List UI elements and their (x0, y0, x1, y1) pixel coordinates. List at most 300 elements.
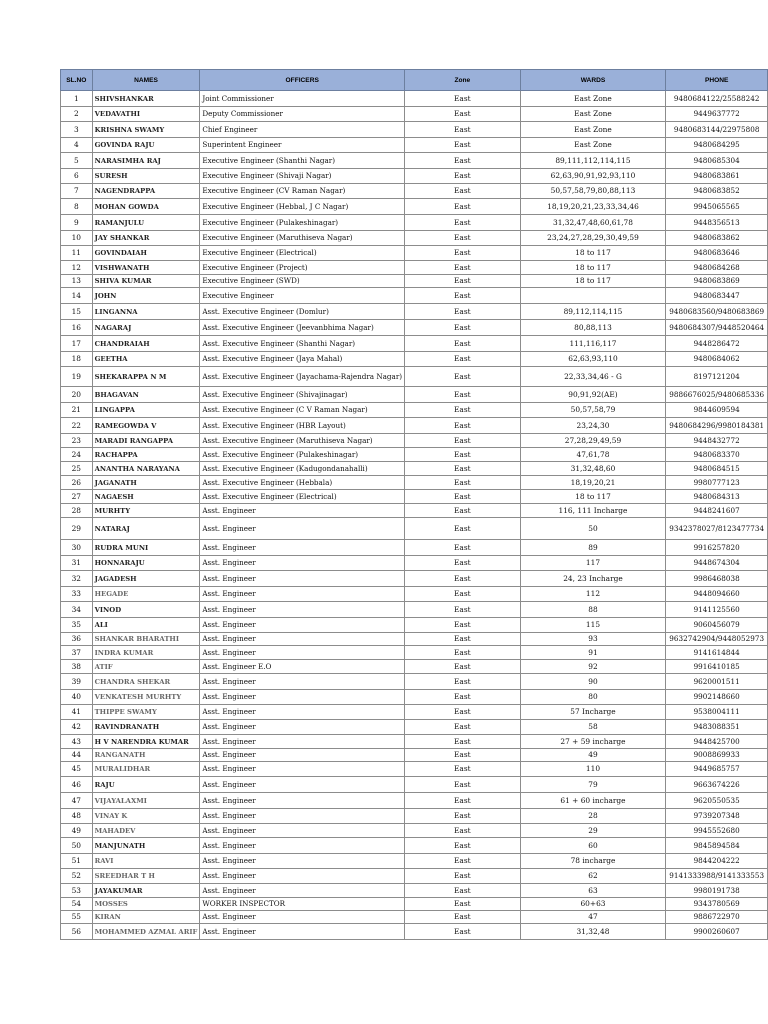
header-sl-no: SL.NO (61, 70, 93, 91)
sl-no-cell: 32 (61, 571, 93, 587)
wards-cell: 49 (520, 749, 666, 762)
name-cell: HONNARAJU (92, 556, 200, 571)
table-row (61, 518, 768, 540)
officer-cell: Executive Engineer (Shivaji Nagar) (200, 169, 405, 184)
officer-cell: Asst. Engineer (200, 884, 405, 898)
phone-cell: 9844609594 (666, 403, 768, 418)
phone-cell: 9845894584 (666, 838, 768, 854)
officer-cell: Executive Engineer (Maruthiseva Nagar) (200, 231, 405, 246)
name-cell: INDRA KUMAR (92, 646, 200, 660)
sl-no-cell: 24 (61, 448, 93, 462)
phone-cell: 9916410185 (666, 660, 768, 674)
sl-no-cell: 10 (61, 231, 93, 246)
wards-cell: East Zone (520, 122, 666, 138)
zone-cell: East (405, 336, 521, 352)
name-cell: MURALIDHAR (92, 762, 200, 777)
officer-cell: Chief Engineer (200, 122, 405, 138)
table-row (61, 246, 768, 261)
sl-no-cell: 26 (61, 476, 93, 490)
table-row (61, 705, 768, 720)
name-cell: KIRAN (92, 911, 200, 924)
phone-cell: 9480684307/9448520464 (666, 320, 768, 336)
wards-cell: 90,91,92(AE) (520, 387, 666, 403)
phone-cell: 9900260607 (666, 924, 768, 940)
sl-no-cell: 37 (61, 646, 93, 660)
officer-cell: Asst. Engineer (200, 838, 405, 854)
header-officers: OFFICERS (200, 70, 405, 91)
zone-cell: East (405, 184, 521, 199)
zone-cell: East (405, 153, 521, 169)
wards-cell: 27,28,29,49,59 (520, 434, 666, 448)
zone-cell: East (405, 231, 521, 246)
phone-cell: 9480684295 (666, 138, 768, 153)
zone-cell: East (405, 777, 521, 793)
phone-cell: 9916257820 (666, 540, 768, 556)
officer-cell: Asst. Engineer (200, 854, 405, 869)
table-row (61, 215, 768, 231)
sl-no-cell: 5 (61, 153, 93, 169)
officer-cell: Asst. Executive Engineer (Domlur) (200, 304, 405, 320)
wards-cell: 88 (520, 602, 666, 618)
wards-cell: 62 (520, 869, 666, 884)
table-row (61, 674, 768, 690)
wards-cell: 61 + 60 incharge (520, 793, 666, 809)
zone-cell: East (405, 261, 521, 275)
wards-cell: East Zone (520, 91, 666, 107)
table-row (61, 690, 768, 705)
phone-cell: 9480683869 (666, 275, 768, 288)
zone-cell: East (405, 633, 521, 646)
officer-cell: Asst. Executive Engineer (Jayachama-Rajendra Nagar) (200, 367, 405, 387)
name-cell: ALI (92, 618, 200, 633)
zone-cell: East (405, 809, 521, 824)
wards-cell: 78 incharge (520, 854, 666, 869)
table-row (61, 169, 768, 184)
officer-cell: Asst. Executive Engineer (Maruthiseva Nagar) (200, 434, 405, 448)
wards-cell: 47 (520, 911, 666, 924)
officer-cell: Executive Engineer (Shanthi Nagar) (200, 153, 405, 169)
table-body (61, 91, 768, 940)
wards-cell: 18 to 117 (520, 275, 666, 288)
name-cell: SHIVA KUMAR (92, 275, 200, 288)
officer-cell: Asst. Engineer (200, 690, 405, 705)
zone-cell: East (405, 490, 521, 504)
name-cell: VIJAYALAXMI (92, 793, 200, 809)
phone-cell: 9620550535 (666, 793, 768, 809)
name-cell: GOVINDA RAJU (92, 138, 200, 153)
table-row (61, 122, 768, 138)
name-cell: RAMANJULU (92, 215, 200, 231)
sl-no-cell: 12 (61, 261, 93, 275)
zone-cell: East (405, 898, 521, 911)
phone-cell: 9480685304 (666, 153, 768, 169)
zone-cell: East (405, 387, 521, 403)
table-row (61, 540, 768, 556)
name-cell: ATIF (92, 660, 200, 674)
sl-no-cell: 47 (61, 793, 93, 809)
sl-no-cell: 1 (61, 91, 93, 107)
name-cell: GEETHA (92, 352, 200, 367)
name-cell: ANANTHA NARAYANA (92, 462, 200, 476)
zone-cell: East (405, 571, 521, 587)
wards-cell (520, 288, 666, 304)
phone-cell: 9480683370 (666, 448, 768, 462)
sl-no-cell: 40 (61, 690, 93, 705)
officer-cell: Asst. Executive Engineer (C V Raman Nagar) (200, 403, 405, 418)
zone-cell: East (405, 824, 521, 838)
table-row (61, 587, 768, 602)
name-cell: NAGARAJ (92, 320, 200, 336)
zone-cell: East (405, 246, 521, 261)
phone-cell: 9480683560/9480683869 (666, 304, 768, 320)
officer-cell: Asst. Engineer (200, 556, 405, 571)
table-row (61, 138, 768, 153)
wards-cell: 60 (520, 838, 666, 854)
wards-cell: 91 (520, 646, 666, 660)
table-row (61, 448, 768, 462)
officer-cell: Asst. Engineer (200, 749, 405, 762)
sl-no-cell: 39 (61, 674, 93, 690)
sl-no-cell: 21 (61, 403, 93, 418)
table-row (61, 199, 768, 215)
phone-cell: 9480683144/22975808 (666, 122, 768, 138)
officer-cell: Asst. Engineer (200, 735, 405, 749)
officers-table (60, 69, 768, 940)
wards-cell: 24, 23 Incharge (520, 571, 666, 587)
zone-cell: East (405, 215, 521, 231)
name-cell: MURHTY (92, 504, 200, 518)
name-cell: MANJUNATH (92, 838, 200, 854)
sl-no-cell: 11 (61, 246, 93, 261)
phone-cell: 9448356513 (666, 215, 768, 231)
officer-cell: Asst. Engineer (200, 504, 405, 518)
wards-cell: 62,63,93,110 (520, 352, 666, 367)
sl-no-cell: 52 (61, 869, 93, 884)
zone-cell: East (405, 169, 521, 184)
table-header (61, 70, 768, 91)
sl-no-cell: 23 (61, 434, 93, 448)
wards-cell: 50,57,58,79 (520, 403, 666, 418)
sl-no-cell: 13 (61, 275, 93, 288)
wards-cell: 89,111,112,114,115 (520, 153, 666, 169)
wards-cell: East Zone (520, 138, 666, 153)
zone-cell: East (405, 556, 521, 571)
name-cell: LINGAPPA (92, 403, 200, 418)
officer-cell: WORKER INSPECTOR (200, 898, 405, 911)
zone-cell: East (405, 646, 521, 660)
sl-no-cell: 16 (61, 320, 93, 336)
name-cell: JAGANATH (92, 476, 200, 490)
name-cell: LINGANNA (92, 304, 200, 320)
zone-cell: East (405, 749, 521, 762)
table-row (61, 854, 768, 869)
phone-cell: 9902148660 (666, 690, 768, 705)
name-cell: KRISHNA SWAMY (92, 122, 200, 138)
table-row (61, 153, 768, 169)
name-cell: VEDAVATHI (92, 107, 200, 122)
zone-cell: East (405, 924, 521, 940)
sl-no-cell: 51 (61, 854, 93, 869)
phone-cell: 9141125560 (666, 602, 768, 618)
zone-cell: East (405, 476, 521, 490)
name-cell: JAGADESH (92, 571, 200, 587)
zone-cell: East (405, 304, 521, 320)
name-cell: CHANDRAIAH (92, 336, 200, 352)
table-row (61, 184, 768, 199)
officer-cell: Executive Engineer (Electrical) (200, 246, 405, 261)
zone-cell: East (405, 602, 521, 618)
sl-no-cell: 17 (61, 336, 93, 352)
name-cell: SREEDHAR T H (92, 869, 200, 884)
phone-cell: 9448432772 (666, 434, 768, 448)
phone-cell: 9844204222 (666, 854, 768, 869)
phone-cell: 9448094660 (666, 587, 768, 602)
table-row (61, 403, 768, 418)
wards-cell: 89,112,114,115 (520, 304, 666, 320)
wards-cell: 117 (520, 556, 666, 571)
sl-no-cell: 8 (61, 199, 93, 215)
zone-cell: East (405, 838, 521, 854)
name-cell: MAHADEV (92, 824, 200, 838)
officer-cell: Asst. Engineer (200, 793, 405, 809)
zone-cell: East (405, 587, 521, 602)
phone-cell: 9986468038 (666, 571, 768, 587)
phone-cell: 9060456079 (666, 618, 768, 633)
phone-cell: 9632742904/9448052973 (666, 633, 768, 646)
zone-cell: East (405, 91, 521, 107)
zone-cell: East (405, 540, 521, 556)
table-row (61, 749, 768, 762)
name-cell: MARADI RANGAPPA (92, 434, 200, 448)
sl-no-cell: 50 (61, 838, 93, 854)
table-row (61, 352, 768, 367)
table-row (61, 504, 768, 518)
wards-cell: 47,61,78 (520, 448, 666, 462)
name-cell: VISHWANATH (92, 261, 200, 275)
sl-no-cell: 36 (61, 633, 93, 646)
phone-cell: 9480684268 (666, 261, 768, 275)
table-row (61, 304, 768, 320)
officer-cell: Deputy Commissioner (200, 107, 405, 122)
zone-cell: East (405, 352, 521, 367)
sl-no-cell: 56 (61, 924, 93, 940)
zone-cell: East (405, 403, 521, 418)
sl-no-cell: 35 (61, 618, 93, 633)
name-cell: MOSSES (92, 898, 200, 911)
zone-cell: East (405, 448, 521, 462)
wards-cell: 22,33,34,46 - G (520, 367, 666, 387)
sl-no-cell: 42 (61, 720, 93, 735)
sl-no-cell: 25 (61, 462, 93, 476)
wards-cell: 93 (520, 633, 666, 646)
wards-cell: 28 (520, 809, 666, 824)
wards-cell: 18 to 117 (520, 261, 666, 275)
zone-cell: East (405, 107, 521, 122)
sl-no-cell: 45 (61, 762, 93, 777)
name-cell: NAGENDRAPPA (92, 184, 200, 199)
name-cell: H V NARENDRA KUMAR (92, 735, 200, 749)
table-row (61, 490, 768, 504)
phone-cell: 9538004111 (666, 705, 768, 720)
phone-cell: 9945065565 (666, 199, 768, 215)
phone-cell: 9480684515 (666, 462, 768, 476)
zone-cell: East (405, 367, 521, 387)
table-row (61, 320, 768, 336)
sl-no-cell: 29 (61, 518, 93, 540)
officer-cell: Asst. Engineer (200, 809, 405, 824)
phone-cell: 9480684062 (666, 352, 768, 367)
name-cell: GOVINDAIAH (92, 246, 200, 261)
sl-no-cell: 2 (61, 107, 93, 122)
wards-cell: 90 (520, 674, 666, 690)
name-cell: NAGAESH (92, 490, 200, 504)
officer-cell: Asst. Engineer (200, 618, 405, 633)
name-cell: JAY SHANKAR (92, 231, 200, 246)
wards-cell: 63 (520, 884, 666, 898)
table-row (61, 735, 768, 749)
phone-cell: 9448674304 (666, 556, 768, 571)
sl-no-cell: 44 (61, 749, 93, 762)
table-row (61, 762, 768, 777)
phone-cell: 9980777123 (666, 476, 768, 490)
name-cell: RUDRA MUNI (92, 540, 200, 556)
phone-cell: 9480684122/25588242 (666, 91, 768, 107)
sl-no-cell: 30 (61, 540, 93, 556)
phone-cell: 9739207348 (666, 809, 768, 824)
name-cell: VINOD (92, 602, 200, 618)
phone-cell: 9480683862 (666, 231, 768, 246)
name-cell: VENKATESH MURHTY (92, 690, 200, 705)
zone-cell: East (405, 854, 521, 869)
phone-cell: 9480683852 (666, 184, 768, 199)
name-cell: BHAGAVAN (92, 387, 200, 403)
table-row (61, 869, 768, 884)
officer-cell: Executive Engineer (Hebbal, J C Nagar) (200, 199, 405, 215)
phone-cell: 9480683646 (666, 246, 768, 261)
table-row (61, 91, 768, 107)
officer-cell: Asst. Executive Engineer (Pulakeshinagar) (200, 448, 405, 462)
table-row (61, 838, 768, 854)
table-row (61, 898, 768, 911)
officer-cell: Executive Engineer (CV Raman Nagar) (200, 184, 405, 199)
table-row (61, 618, 768, 633)
sl-no-cell: 41 (61, 705, 93, 720)
sl-no-cell: 34 (61, 602, 93, 618)
table-row (61, 288, 768, 304)
phone-cell: 9008869933 (666, 749, 768, 762)
phone-cell: 9480683861 (666, 169, 768, 184)
zone-cell: East (405, 418, 521, 434)
zone-cell: East (405, 199, 521, 215)
header-names: NAMES (92, 70, 200, 91)
phone-cell: 9980191738 (666, 884, 768, 898)
phone-cell: 9141614844 (666, 646, 768, 660)
officer-cell: Asst. Engineer E.O (200, 660, 405, 674)
sl-no-cell: 43 (61, 735, 93, 749)
officer-cell: Asst. Engineer (200, 777, 405, 793)
officer-cell: Asst. Engineer (200, 824, 405, 838)
sl-no-cell: 20 (61, 387, 93, 403)
table-row (61, 571, 768, 587)
table-row (61, 720, 768, 735)
wards-cell: 23,24,30 (520, 418, 666, 434)
phone-cell: 9945552680 (666, 824, 768, 838)
table-row (61, 809, 768, 824)
sl-no-cell: 38 (61, 660, 93, 674)
zone-cell: East (405, 735, 521, 749)
officer-cell: Asst. Executive Engineer (HBR Layout) (200, 418, 405, 434)
zone-cell: East (405, 660, 521, 674)
name-cell: RAVI (92, 854, 200, 869)
sl-no-cell: 49 (61, 824, 93, 838)
name-cell: RAVINDRANATH (92, 720, 200, 735)
phone-cell: 9480683447 (666, 288, 768, 304)
officer-cell: Asst. Engineer (200, 646, 405, 660)
name-cell: HEGADE (92, 587, 200, 602)
wards-cell: 80 (520, 690, 666, 705)
table-row (61, 793, 768, 809)
table-row (61, 556, 768, 571)
officer-cell: Executive Engineer (Pulakeshinagar) (200, 215, 405, 231)
wards-cell: East Zone (520, 107, 666, 122)
phone-cell: 9886676025/9480685336 (666, 387, 768, 403)
phone-cell: 9449637772 (666, 107, 768, 122)
officer-cell: Executive Engineer (SWD) (200, 275, 405, 288)
name-cell: MOHAMMED AZMAL ARIF (92, 924, 200, 940)
officer-cell: Asst. Engineer (200, 720, 405, 735)
table-row (61, 275, 768, 288)
table-row (61, 911, 768, 924)
zone-cell: East (405, 690, 521, 705)
table-row (61, 367, 768, 387)
officer-cell: Asst. Engineer (200, 571, 405, 587)
name-cell: VINAY K (92, 809, 200, 824)
officer-cell: Asst. Engineer (200, 705, 405, 720)
zone-cell: East (405, 869, 521, 884)
name-cell: CHANDRA SHEKAR (92, 674, 200, 690)
officer-cell: Asst. Engineer (200, 924, 405, 940)
header-zone: Zone (405, 70, 521, 91)
wards-cell: 79 (520, 777, 666, 793)
table-row (61, 777, 768, 793)
header-wards: WARDS (520, 70, 666, 91)
zone-cell: East (405, 762, 521, 777)
officer-cell: Asst. Executive Engineer (Kadugondanahalli) (200, 462, 405, 476)
table-row (61, 660, 768, 674)
sl-no-cell: 15 (61, 304, 93, 320)
sl-no-cell: 28 (61, 504, 93, 518)
wards-cell: 29 (520, 824, 666, 838)
wards-cell: 92 (520, 660, 666, 674)
name-cell: RACHAPPA (92, 448, 200, 462)
sl-no-cell: 46 (61, 777, 93, 793)
wards-cell: 31,32,48,60 (520, 462, 666, 476)
name-cell: NATARAJ (92, 518, 200, 540)
wards-cell: 115 (520, 618, 666, 633)
sl-no-cell: 19 (61, 367, 93, 387)
header-phone: PHONE (666, 70, 768, 91)
sl-no-cell: 4 (61, 138, 93, 153)
wards-cell: 116, 111 Incharge (520, 504, 666, 518)
name-cell: RAMEGOWDA V (92, 418, 200, 434)
officer-cell: Executive Engineer (200, 288, 405, 304)
wards-cell: 62,63,90,91,92,93,110 (520, 169, 666, 184)
zone-cell: East (405, 275, 521, 288)
name-cell: JOHN (92, 288, 200, 304)
table-row (61, 884, 768, 898)
officer-cell: Asst. Executive Engineer (Jeevanbhima Nagar) (200, 320, 405, 336)
table-row (61, 107, 768, 122)
